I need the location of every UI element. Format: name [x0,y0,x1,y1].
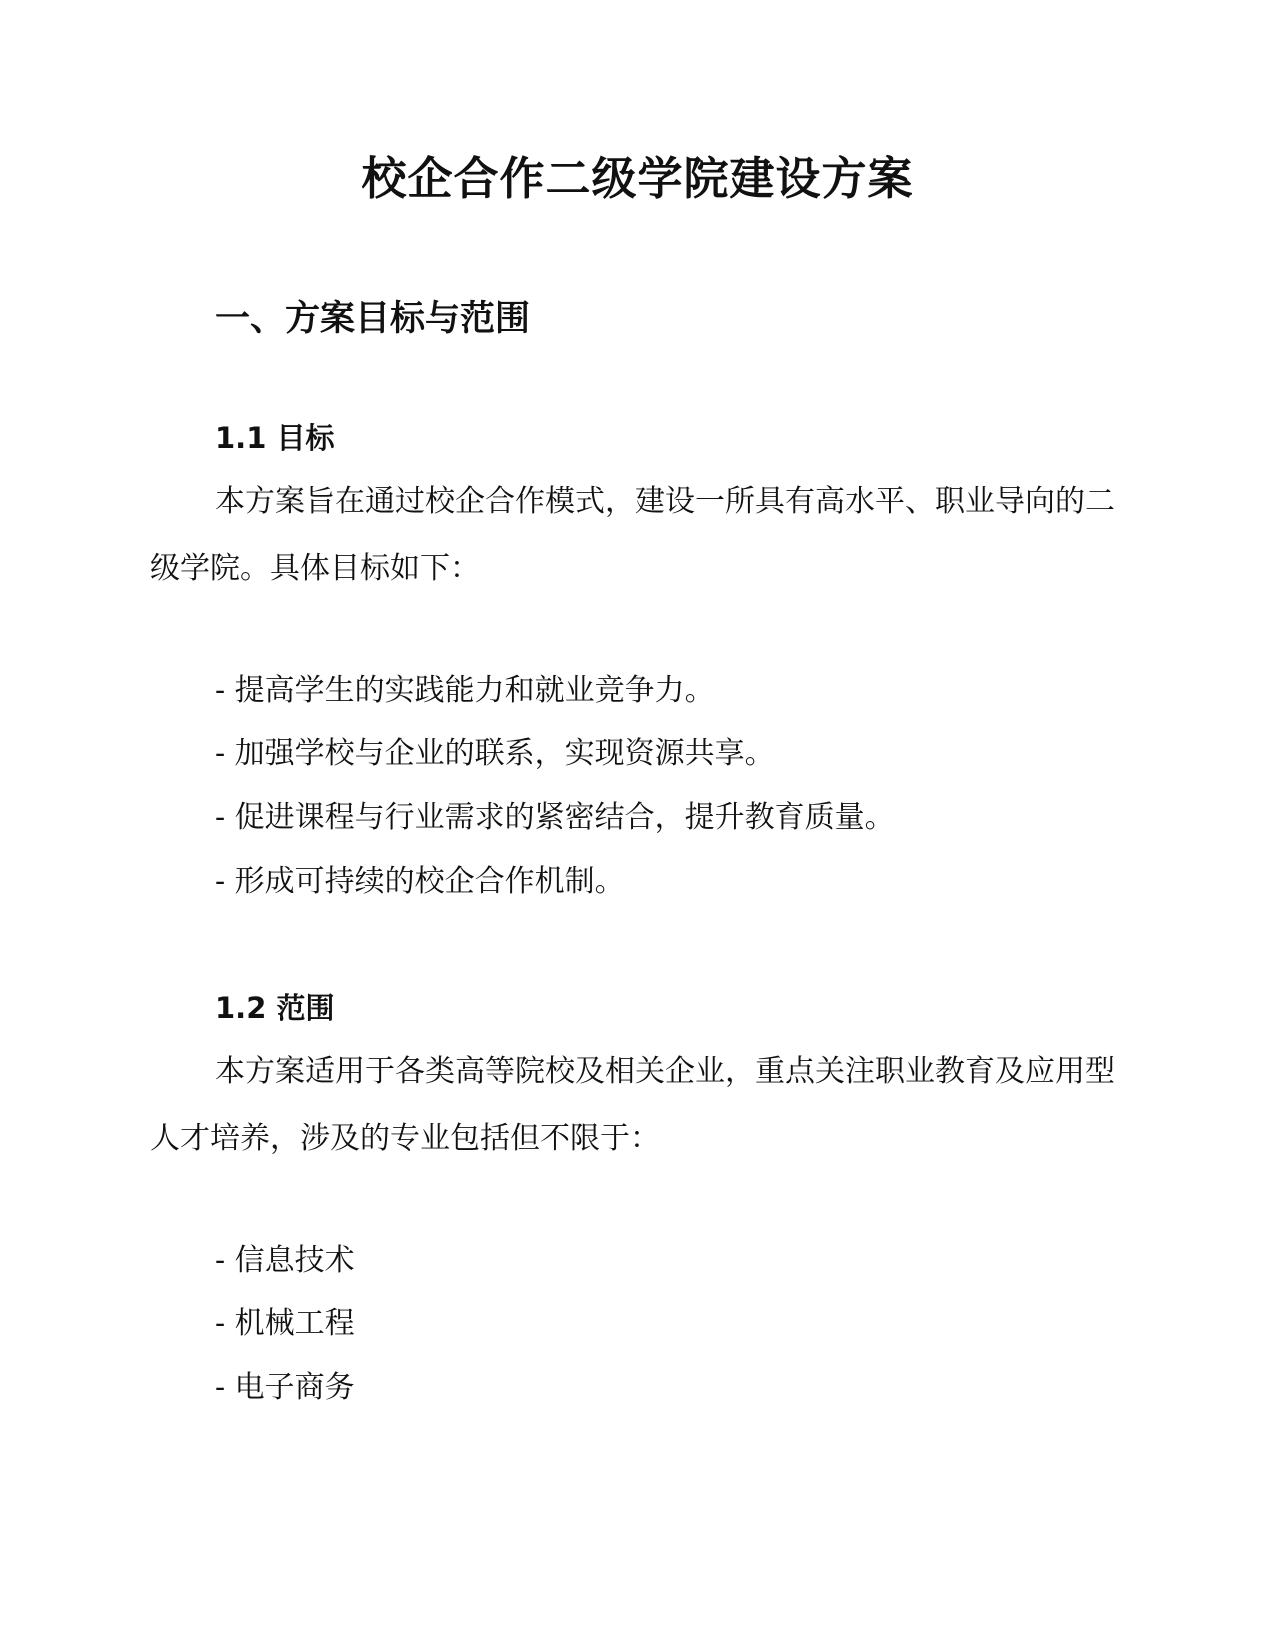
list-item: - 信息技术 [215,1243,355,1278]
document-title: 校企合作二级学院建设方案 [361,152,914,205]
list-item: - 促进课程与行业需求的紧密结合，提升教育质量。 [215,800,895,835]
list-item: - 加强学校与企业的联系，实现资源共享。 [215,736,775,771]
list-item: - 形成可持续的校企合作机制。 [215,864,625,899]
list-item: - 提高学生的实践能力和就业竞争力。 [215,673,715,708]
goals-paragraph: 本方案旨在通过校企合作模式，建设一所具有高水平、职业导向的二级学院。具体目标如下： [150,484,1115,586]
subsection-heading-scope: 1.2 范围 [215,991,335,1025]
list-item: - 机械工程 [215,1306,355,1341]
scope-paragraph: 本方案适用于各类高等院校及相关企业，重点关注职业教育及应用型人才培养，涉及的专业包括但不限于： [150,1054,1115,1156]
subsection-heading-goals: 1.1 目标 [215,421,335,455]
list-item: - 电子商务 [215,1370,355,1405]
section-heading: 一、方案目标与范围 [215,299,531,339]
